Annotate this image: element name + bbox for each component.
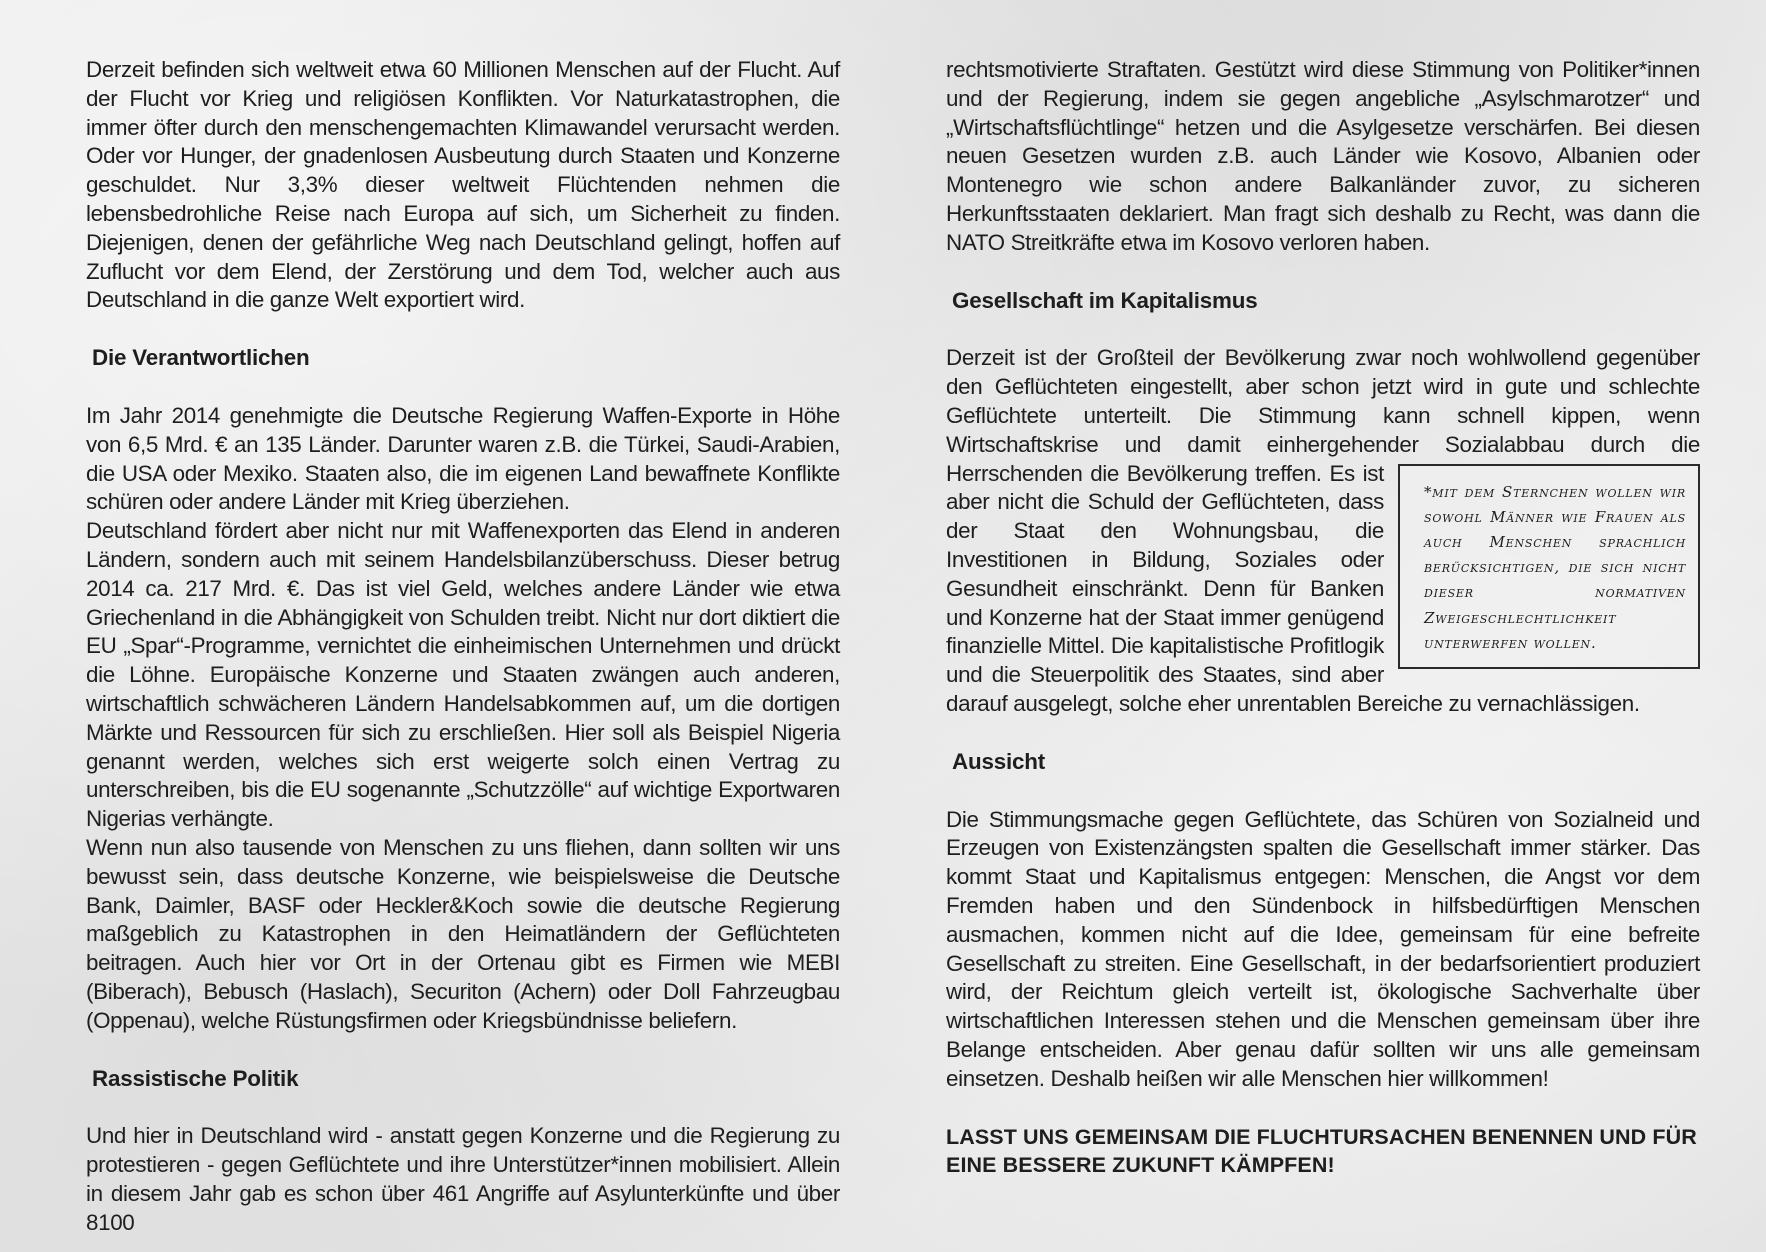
closing-call-to-action: LASST UNS GEMEINSAM DIE FLUCHTURSACHEN BENENNEN UND FÜR EINE BESSERE ZUKUNFT KÄMPFEN! — [946, 1124, 1697, 1178]
gesellschaft-section — [946, 344, 1700, 718]
rassistische-paragraph-1: Und hier in Deutschland wird - anstatt gegen Konzerne und die Regierung zu protestieren - gegen Geflüchtete und ihre Unterstützer*innen mobilisiert. Allein in diesem Jahr gab es schon über 461 Angriffe auf Asylunterkünfte und über 8100 — [86, 1123, 840, 1235]
gesellschaft-paragraph-1 — [946, 344, 1700, 718]
heading-gesellschaft-im-kapitalismus: Gesellschaft im Kapitalismus — [952, 287, 1258, 313]
footnote-box: *mit dem Sternchen wollen wir sowohl Männer wie Frauen als auch Menschen sprachlich berücksichtigen, die sich nicht dieser normativen Zweigeschlechtlichkeit unterwerfen wollen. — [1398, 464, 1700, 669]
heading-aussicht: Aussicht — [952, 748, 1045, 774]
aussicht-paragraph-1: Die Stimmungsmache gegen Geflüchtete, das Schüren von Sozialneid und Erzeugen von Existenzängsten spalten die Gesellschaft immer stärker. Das kommt Staat und Kapitalismus entgegen: Menschen, die Angst vor dem Fremden haben und den Sündenbock in hilfsbedürftigen Menschen ausmachen, kommen nicht auf die Idee, gemeinsam für eine befreite Gesellschaft zu streiten. Eine Gesellschaft, in der bedarfsorientiert produziert wird, der Reichtum gleich verteilt ist, ökologische Sachverhalte über wirtschaftlichen Interessen stehen und die Menschen gemeinsam über ihre Belange entscheiden. Aber genau dafür sollten wir uns alle gemeinsam einsetzen. Deshalb heißen wir alle Menschen hier willkommen! — [946, 806, 1700, 1091]
intro-paragraph: Derzeit befinden sich weltweit etwa 60 Millionen Menschen auf der Flucht. Auf der Flucht vor Krieg und religiösen Konflikten. Vor Naturkatastrophen, die immer öfter durch den menschengemachten Klimawandel verursacht werden. Oder vor Hunger, der gnadenlosen Ausbeutung durch Staaten und Konzerne geschuldet. Nur 3,3% dieser weltweit Flüchtenden nehmen die lebensbedrohliche Reise nach Europa auf sich, um Sicherheit zu finden. Diejenigen, denen der gefährliche Weg nach Deutschland gelingt, hoffen auf Zuflucht vor dem Elend, der Zerstörung und dem Tod, welcher auch aus Deutschland in die ganze Welt exportiert wird. — [86, 57, 840, 313]
left-column — [86, 56, 840, 1237]
heading-rassistische-politik: Rassistische Politik — [92, 1065, 299, 1091]
gesellschaft-text: Derzeit ist der Großteil der Bevölkerung zwar noch wohlwollend gegenüber den Geflüchteten eingestellt, aber schon jetzt wird in gute und schlechte Geflüchtete unterteilt. Die Stimmung kann schnell kippen, wenn Wirtschaftskrise und damit einhergehender Sozialabbau durch die Herrschenden die Bevölkerung treffen. *mit dem Sternchen wollen wir sowohl Männer wie Frauen als auch Menschen sprachlich berücksichtigen, die sich nicht dieser normativen Zweigeschlechtlichkeit unterwerfen wollen. Es ist aber nicht die Schuld der Geflüchteten, dass der Staat den Wohnungsbau, die Investitionen in Bildung, Soziales oder Gesundheit einschränkt. Denn für Banken und Konzerne hat der Staat immer genügend finanzielle Mittel. Die kapitalistische Profitlogik und die Steuerpolitik des Staates, sind aber darauf ausgelegt, solche eher unrentablen Bereiche zu vernachlässigen. — [946, 345, 1700, 716]
verantwortlichen-paragraph-1: Im Jahr 2014 genehmigte die Deutsche Regierung Waffen-Exporte in Höhe von 6,5 Mrd. € an 135 Länder. Darunter waren z.B. die Türkei, Saudi-Arabien, die USA oder Mexiko. Staaten also, die im eigenen Land bewaffnete Konflikte schüren oder andere Länder mit Krieg überziehen. — [86, 402, 840, 515]
heading-die-verantwortlichen: Die Verantwortlichen — [92, 345, 310, 371]
continuation-paragraph: rechtsmotivierte Straftaten. Gestützt wird diese Stimmung von Politiker*innen und der Regierung, indem sie gegen angebliche „Asylschmarotzer“ und „Wirtschaftsflüchtlinge“ hetzen und die Asylgesetze verschärfen. Bei diesen neuen Gesetzen wurden z.B. auch Länder wie Kosovo, Albanien oder Montenegro wie schon andere Balkanländer zuvor, zu sicheren Herkunftsstaaten deklariert. Man fragt sich deshalb zu Recht, was dann die NATO Streitkräfte etwa im Kosovo verloren haben. — [946, 57, 1700, 255]
verantwortlichen-paragraph-3: Wenn nun also tausende von Menschen zu uns fliehen, dann sollten wir uns bewusst sein, dass deutsche Konzerne, wie beispielsweise die Deutsche Bank, Daimler, BASF oder Heckler&Koch sowie die deutsche Regierung maßgeblich zu Katastrophen in den Heimatländern der Geflüchteten beitragen. Auch hier vor Ort in der Ortenau gibt es Firmen wie MEBI (Biberach), Bebusch (Haslach), Securiton (Achern) oder Doll Fahrzeugbau (Oppenau), welche Rüstungsfirmen oder Kriegsbündnisse beliefern. — [86, 834, 840, 1033]
right-column — [946, 56, 1700, 1180]
verantwortlichen-paragraph-2: Deutschland fördert aber nicht nur mit Waffenexporten das Elend in anderen Ländern, sondern auch mit seinem Handelsbilanzüberschuss. Dieser betrug 2014 ca. 217 Mrd. €. Das ist viel Geld, welches andere Länder wie etwa Griechenland in die Abhängigkeit von Schulden treibt. Nicht nur dort diktiert die EU „Spar“-Programme, vernichtet die einheimischen Unternehmen und drückt die Löhne. Europäische Konzerne und Staaten zwängen auch anderen, wirtschaftlich schwächeren Ländern Handelsabkommen auf, um die dortigen Märkte und Ressourcen für sich zu erschließen. Hier soll als Beispiel Nigeria genannt werden, welches sich erst weigerte solch einen Vertrag zu unterschreiben, bis die EU sogenannte „Schutzzölle“ auf wichtige Exportwaren Nigerias verhängte. — [86, 518, 840, 832]
